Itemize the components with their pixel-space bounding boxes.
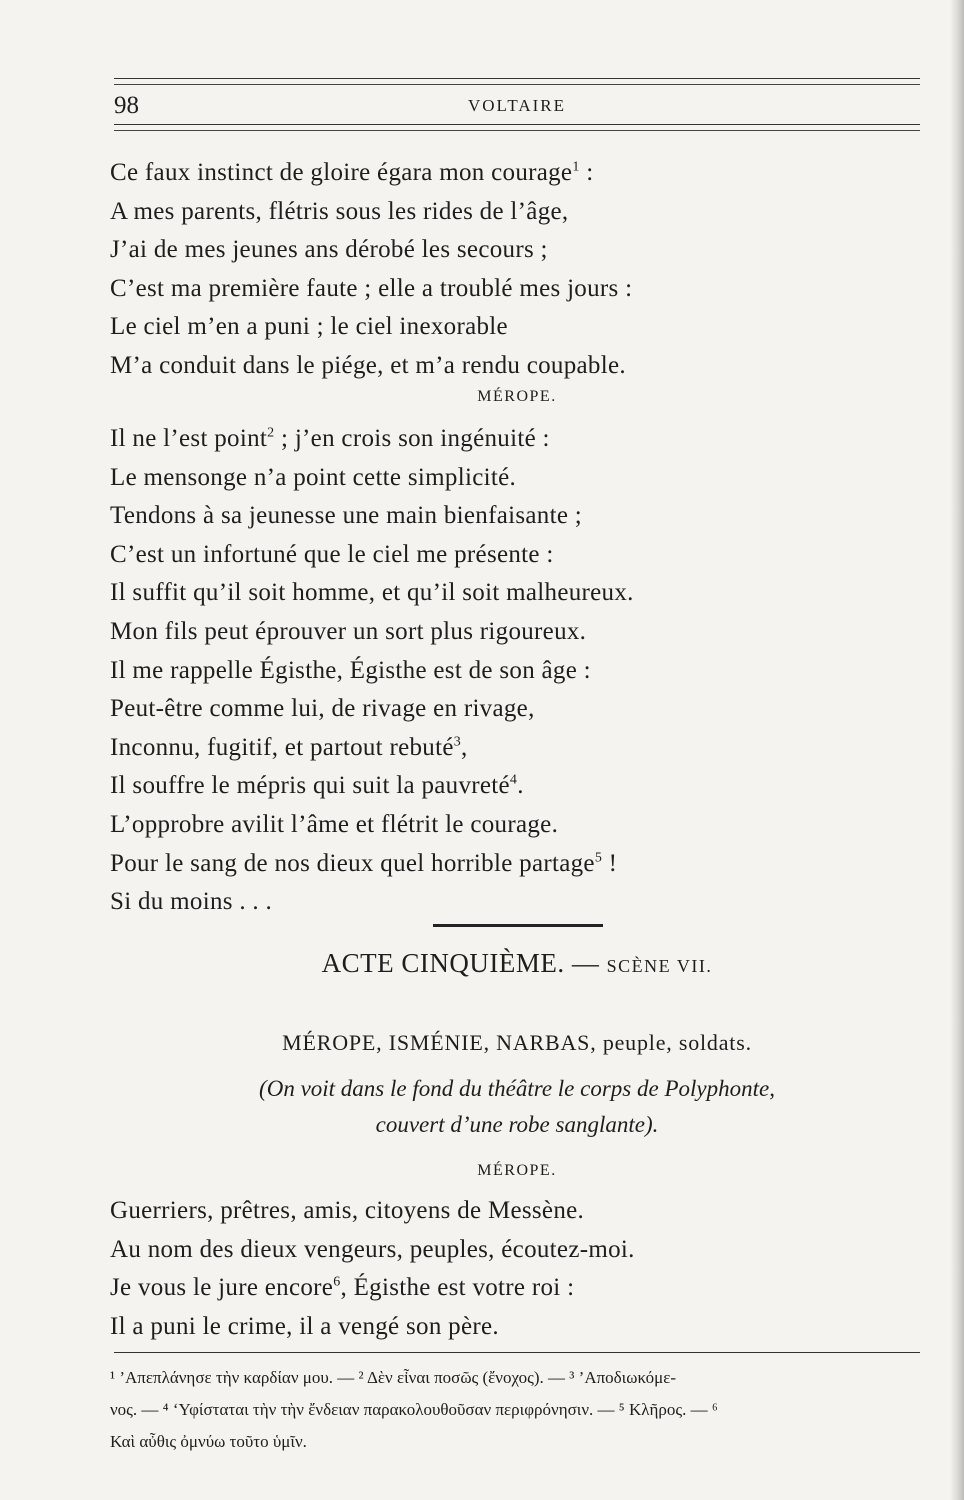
section-divider — [433, 924, 603, 927]
verse-text: Il ne l’est point — [110, 425, 268, 452]
footnotes — [110, 1362, 936, 1458]
footnote-line: Καὶ αὖθις ὀμνύω τοῦτο ὑμῖν. — [110, 1432, 307, 1451]
verse-text: Il me rappelle Égisthe, Égisthe est de son âge : — [110, 656, 591, 684]
verse-line — [110, 1231, 635, 1269]
footnote-marker: 6 — [333, 1274, 341, 1290]
verse-line — [110, 536, 554, 574]
verse-text: Il suffit qu’il soit homme, et qu’il soit malheureux. — [110, 579, 634, 607]
verse-line — [110, 270, 632, 308]
verse-text: C’est un infortuné que le ciel me présente : — [110, 540, 554, 568]
verse-text: Ce faux instinct de gloire égara mon courage — [110, 159, 573, 186]
verse-text: Si du moins . . . — [110, 888, 273, 916]
page-number: 98 — [114, 92, 139, 119]
verse-line — [110, 690, 535, 728]
stage-direction-line-2: couvert d’une robe sanglante). — [375, 1112, 659, 1137]
verse-line — [110, 1192, 584, 1230]
verse-line — [110, 883, 272, 921]
verse-text: Guerriers, prêtres, amis, citoyens de Messène. — [110, 1197, 585, 1224]
verse-text: Le ciel m’en a puni ; le ciel inexorable — [110, 313, 508, 340]
verse-text: C’est ma première faute ; elle a troublé mes jours : — [110, 274, 633, 302]
verse-line — [110, 1269, 574, 1307]
verse-line — [110, 231, 548, 269]
verse-text-tail: : — [579, 159, 594, 186]
verse-line — [110, 806, 558, 844]
footnote-marker: 2 — [267, 425, 275, 441]
stage-direction-line-1: (On voit dans le fond du théâtre le corps de Polyphonte, — [259, 1076, 775, 1101]
verse-text: Pour le sang de nos dieux quel horrible partage — [110, 849, 595, 877]
verse-text: Peut-être comme lui, de rivage en rivage, — [110, 695, 535, 723]
verse-text: Le mensonge n’a point cette simplicité. — [110, 463, 517, 491]
verse-line — [110, 308, 508, 346]
page-edge-shadow — [950, 0, 964, 1500]
verse-text-tail: , — [461, 733, 468, 761]
act-title: ACTE CINQUIÈME. — — [321, 948, 607, 978]
verse-text-tail: ! — [602, 849, 618, 877]
verse-line — [110, 347, 626, 385]
footnote-rule — [114, 1352, 920, 1353]
verse-line — [110, 574, 634, 612]
footnote-line: νος. — ⁴ ‘Υφίσταται τὴν τὴν ἔνδειαν παρακολουθοῦσαν περιφρόνησιν. — ⁵ Κλῆρος. — ⁶ — [110, 1400, 718, 1419]
footnote-marker: 1 — [572, 159, 580, 175]
verse-text-tail: ; j’en crois son ingénuité : — [274, 425, 550, 452]
scene-title: SCÈNE VII. — [606, 956, 713, 976]
verse-line — [110, 652, 591, 690]
verse-text-tail: . — [517, 772, 524, 800]
footnote-marker: 4 — [509, 773, 518, 789]
verse-text: A mes parents, flétris sous les rides de l’âge, — [110, 197, 569, 225]
verse-text: M’a conduit dans le piége, et m’a rendu coupable. — [110, 351, 626, 379]
verse-line — [110, 613, 586, 651]
verse-line — [110, 459, 516, 497]
verse-line — [110, 845, 617, 883]
verse-line — [110, 154, 593, 192]
verse-text: Il souffre le mépris qui suit la pauvreté — [110, 772, 510, 800]
verse-text: Je vous le jure encore — [110, 1274, 334, 1301]
footnote-line: ¹ ’Απεπλάνησε τὴν καρδίαν μου. — ² Δὲν εἶναι ποσῶς (ἔνοχος). — ³ ’Αποδιωκόμε- — [110, 1368, 677, 1387]
verse-line — [110, 193, 568, 231]
verse-text: Au nom des dieux vengeurs, peuples, écoutez-moi. — [110, 1235, 635, 1263]
running-head — [114, 92, 920, 122]
verse-line — [110, 729, 468, 767]
verse-text: L’opprobre avilit l’âme et flétrit le courage. — [110, 811, 559, 838]
footnote-marker: 5 — [594, 850, 603, 866]
speaker-name-merope-2: MÉROPE. — [477, 1162, 557, 1179]
speaker-name-merope: MÉROPE. — [477, 388, 557, 405]
verse-line — [110, 1308, 499, 1346]
verse-line — [110, 497, 582, 535]
running-title: VOLTAIRE — [467, 96, 567, 115]
verse-line — [110, 767, 524, 805]
verse-line — [110, 420, 550, 458]
header-rule-bottom — [114, 124, 920, 131]
footnote-marker: 3 — [453, 734, 462, 750]
verse-text: Tendons à sa jeunesse une main bienfaisante ; — [110, 502, 583, 530]
verse-text: Mon fils peut éprouver un sort plus rigoureux. — [110, 618, 587, 645]
verse-text: J’ai de mes jeunes ans dérobé les secours ; — [110, 236, 548, 263]
character-list: MÉROPE, ISMÉNIE, NARBAS, peuple, soldats. — [282, 1030, 752, 1055]
act-heading — [114, 948, 920, 979]
header-rule-top — [114, 78, 920, 85]
verse-text-tail: , Égisthe est votre roi : — [340, 1274, 575, 1301]
verse-text: Il a puni le crime, il a vengé son père. — [110, 1312, 499, 1340]
verse-text: Inconnu, fugitif, et partout rebuté — [110, 733, 454, 761]
